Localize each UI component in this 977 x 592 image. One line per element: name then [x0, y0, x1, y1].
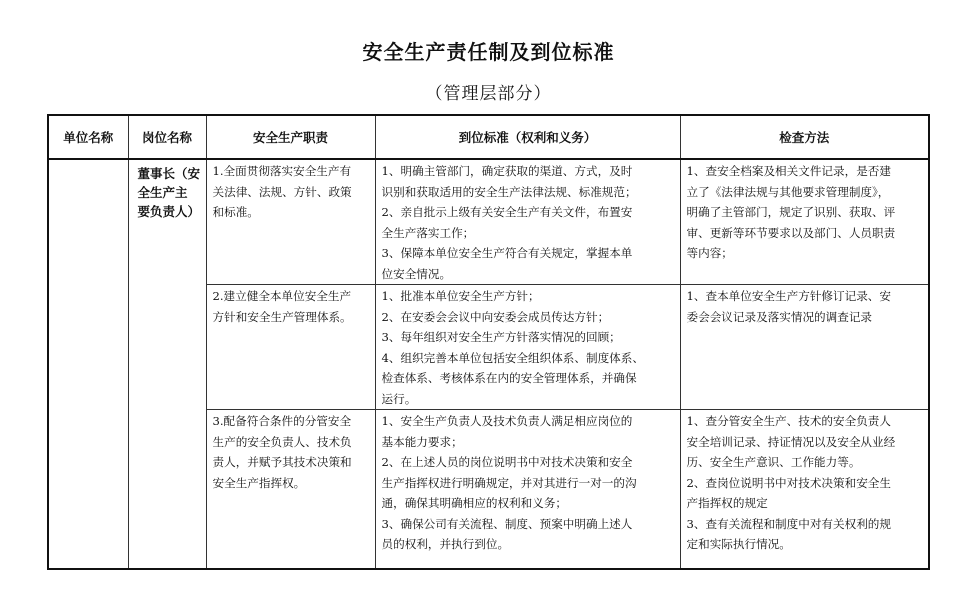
standard-text: 1、安全生产负责人及技术负责人满足相应岗位的 基本能力要求； 2、在上述人员的岗位说明书中对技术决策和安全 生产指挥权进行明确规定，并对其进行一对一的沟 通，确保其明确相应的权利和义务； 3、确保公司有关流程、制度、预案中明确上述人 员的权利，并执行到位。: [381, 414, 637, 551]
standard-text: 1、批准本单位安全生产方针； 2、在安委会会议中向安委会成员传达方针； 3、每年组织对安全生产方针落实情况的回顾； 4、组织完善本单位包括安全组织体系、制度体系、 检查体系、考核体系在内的安全管理体系，并确保 运行。: [381, 289, 644, 406]
header-check-method: 检查方法: [680, 115, 929, 159]
table-header-row: [48, 115, 929, 159]
duty-cell: [206, 159, 375, 285]
standard-cell: [375, 410, 680, 569]
post-name-cell: [128, 159, 206, 569]
duty-text: 3.配备符合条件的分管安全 生产的安全负责人、技术负 责人，并赋予其技术决策和 安全生产指挥权。: [212, 414, 352, 490]
unit-name-cell: [48, 159, 128, 569]
method-text: 1、查本单位安全生产方针修订记录、安 委会会议记录及落实情况的调查记录: [686, 289, 891, 324]
document-subtitle: （管理层部分）: [425, 84, 552, 104]
standard-text: 1、明确主管部门，确定获取的渠道、方式，及时 识别和获取适用的安全生产法律法规、标准规范； 2、亲自批示上级有关安全生产有关文件，布置安 全生产落实工作； 3、保障本单位安全生产符合有关规定，掌握本单 位安全情况。: [381, 164, 637, 281]
method-cell: [680, 159, 929, 285]
method-cell: [680, 285, 929, 410]
table-row: [48, 159, 929, 285]
duty-text: 1.全面贯彻落实安全生产有 关法律、法规、方针、政策 和标准。: [212, 164, 352, 219]
post-name-text: 董事长（安 全生产主 要负责人）: [137, 166, 201, 219]
document-title: 安全生产责任制及到位标准: [362, 40, 615, 64]
standard-cell: [375, 159, 680, 285]
duty-cell: [206, 410, 375, 569]
header-standard: 到位标准（权利和义务）: [375, 115, 680, 159]
standard-cell: [375, 285, 680, 410]
duty-cell: [206, 285, 375, 410]
method-text: 1、查分管安全生产、技术的安全负责人 安全培训记录、持证情况以及安全从业经 历、安全生产意识、工作能力等。 2、查岗位说明书中对技术决策和安全生 产指挥权的规定 3、查有关流程和制度中对有关权利的规 定和实际执行情况。: [686, 414, 896, 551]
header-post-name: 岗位名称: [128, 115, 206, 159]
duty-text: 2.建立健全本单位安全生产 方针和安全生产管理体系。: [212, 289, 352, 324]
responsibility-table: [47, 114, 930, 570]
method-cell: [680, 410, 929, 569]
header-safety-duty: 安全生产职责: [206, 115, 375, 159]
header-unit-name: 单位名称: [48, 115, 128, 159]
method-text: 1、查安全档案及相关文件记录，是否建 立了《法律法规与其他要求管理制度》， 明确了主管部门，规定了识别、获取、评 审、更新等环节要求以及部门、人员职责 等内容；: [686, 164, 896, 260]
unit-name-text: [49, 160, 128, 164]
